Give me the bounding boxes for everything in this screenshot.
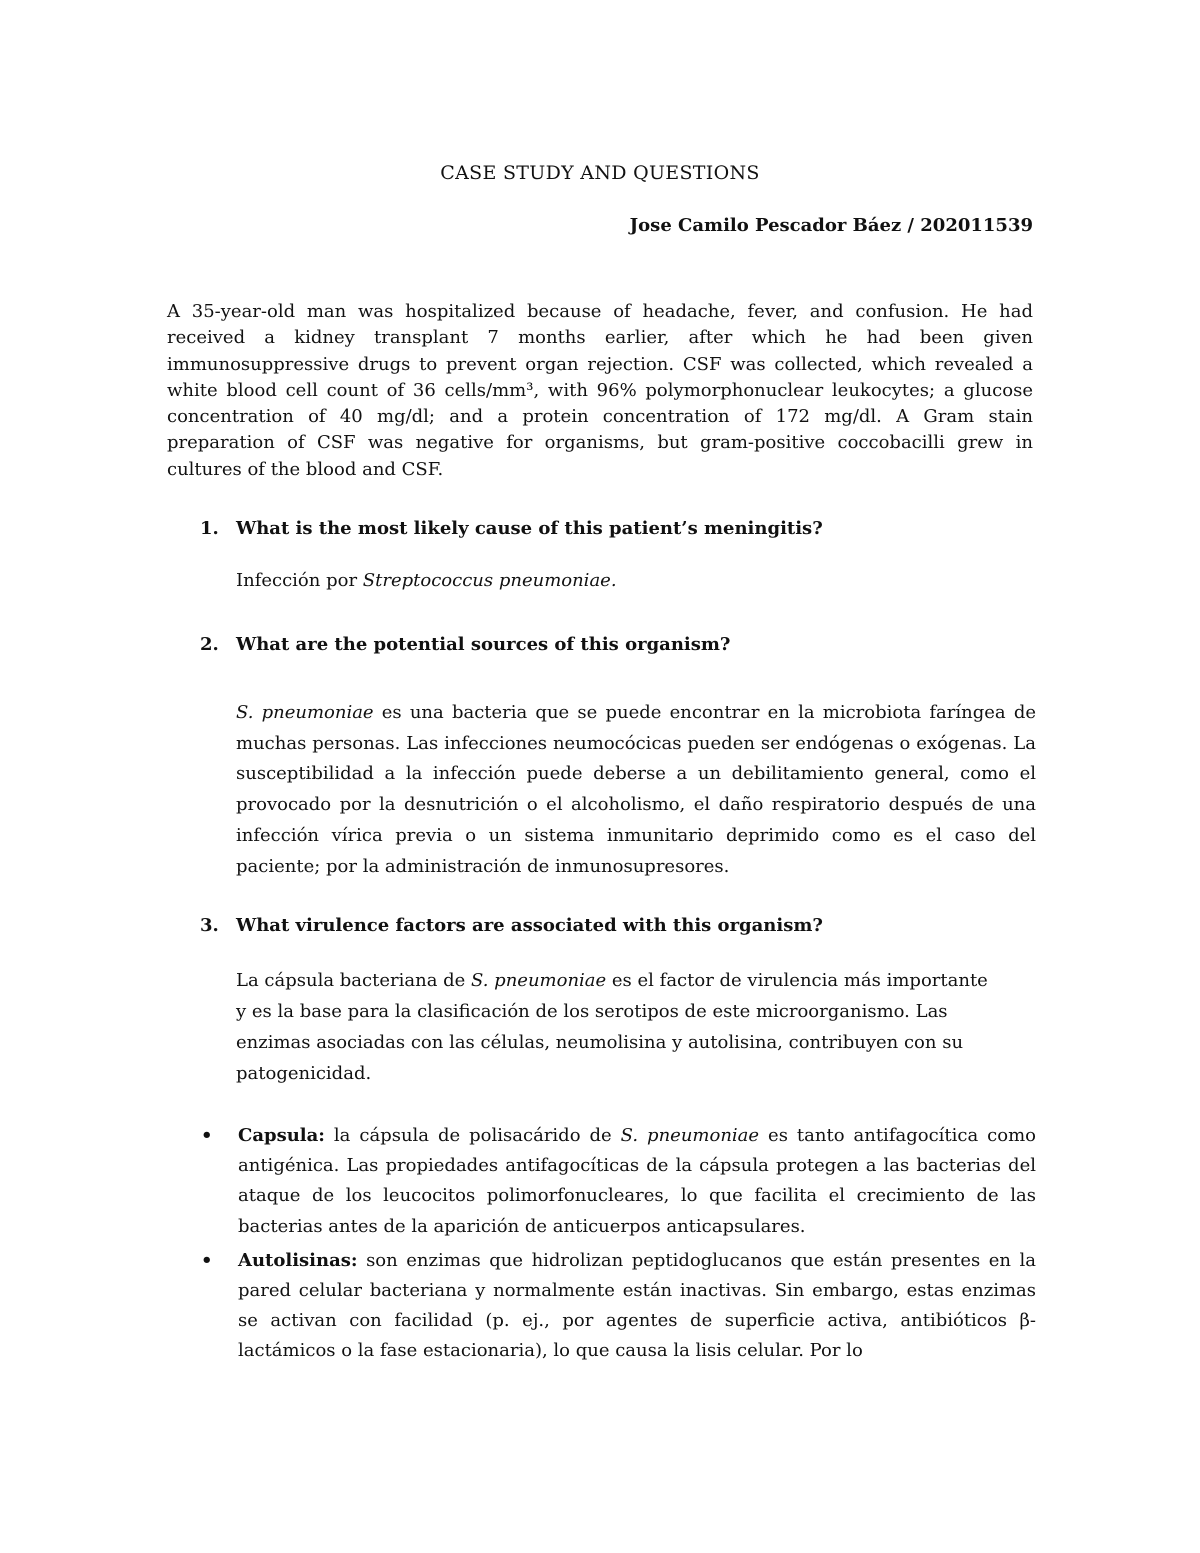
case-intro-paragraph: A 35-year-old man was hospitalized because of headache, fever, and confusion. He had received a kidney transplant 7 months earlier, after which he had been given immunosuppressive drugs to prevent organ rejection. CSF was collected, which revealed a white blood cell count of 36 cells/mm³, with 96% polymorphonuclear leukocytes; a glucose concentration of 40 mg/dl; and a protein concentration of 172 mg/dl. A Gram stain preparation of CSF was negative for organisms, but gram-positive coccobacilli grew in cultures of the blood and CSF. xyxy=(167,301,1033,480)
bullet-icon: • xyxy=(201,1125,213,1146)
bullet-capsula-term: Capsula: xyxy=(238,1125,325,1146)
answer-2-text: es una bacteria que se puede encontrar en la microbiota faríngea de muchas personas. Las infecciones neumocócicas pueden ser endógenas o exógenas. La susceptibilidad a la infección puede deberse a un debilitamiento general, como el provocado por la desnutrición o el alcoholismo, el daño respiratorio después de una infección vírica previa o un sistema inmunitario deprimido como es el caso del paciente; por la administración de inmunosupresores. xyxy=(236,702,1036,877)
answer-3-organism: S. pneumoniae xyxy=(471,970,607,991)
question-2 xyxy=(200,634,1040,655)
question-1-number: 1. xyxy=(200,518,219,539)
question-2-text: What are the potential sources of this organism? xyxy=(236,634,731,655)
question-3 xyxy=(200,915,1040,936)
question-2-number: 2. xyxy=(200,634,219,655)
bullet-capsula-text: es tanto antifagocítica como antigénica. Las propiedades antifagocíticas de la cápsula protegen a las bacterias del ataque de los leucocitos polimorfonucleares, lo que facilita el crecimiento de las bacterias antes de la aparición de anticuerpos anticapsulares. xyxy=(238,1125,1037,1237)
bullet-icon: • xyxy=(201,1249,213,1271)
bullet-capsula-organism: S. pneumoniae xyxy=(620,1125,760,1146)
question-3-text: What virulence factors are associated with this organism? xyxy=(236,915,823,936)
virulence-factor-list xyxy=(200,1121,1036,1367)
answer-1-organism: Streptococcus pneumoniae. xyxy=(362,570,617,591)
answer-2-organism: S. pneumoniae xyxy=(236,702,374,723)
document-title: CASE STUDY AND QUESTIONS xyxy=(440,162,760,184)
bullet-capsula: • Capsula: la cápsula de polisacárido de S. pneumoniae es tanto antifagocítica como antigénica. Las propiedades antifagocíticas de la cápsula protegen a las bacterias del ataque de los leucocitos polimorfonucleares, lo que facilita el crecimiento de las bacterias antes de la aparición de anticuerpos anticapsulares. xyxy=(200,1121,1036,1242)
answer-2 xyxy=(236,698,1036,882)
answer-3-line-4: patogenicidad. xyxy=(236,1063,372,1084)
answer-3-line-3: enzimas asociadas con las células, neumolisina y autolisina, contribuyen con su xyxy=(236,1032,964,1053)
question-1 xyxy=(200,518,1040,539)
answer-3-line-2: y es la base para la clasificación de los serotipos de este microorganismo. Las xyxy=(236,1001,948,1022)
question-1-text: What is the most likely cause of this patient’s meningitis? xyxy=(236,518,823,539)
answer-1-prefix: Infección por xyxy=(236,570,363,591)
question-3-number: 3. xyxy=(200,915,219,936)
bullet-autolisinas xyxy=(200,1246,1036,1367)
bullet-autolisinas-term: Autolisinas: xyxy=(238,1249,358,1271)
answer-3 xyxy=(236,965,1036,1089)
answer-3-line-1: La cápsula bacteriana de S. pneumoniae es el factor de virulencia más importante xyxy=(236,970,988,991)
bullet-autolisinas-text: son enzimas que hidrolizan peptidoglucanos que están presentes en la pared celular bacteriana y normalmente están inactivas. Sin embargo, estas enzimas se activan con facilidad (p. ej., por agentes de superficie activa, antibióticos β- lactámicos o la fase estacionaria), lo que causa la lisis celular. Por lo xyxy=(238,1249,1036,1362)
answer-1 xyxy=(236,566,1036,597)
author-line: Jose Camilo Pescador Báez / 202011539 xyxy=(629,215,1033,236)
